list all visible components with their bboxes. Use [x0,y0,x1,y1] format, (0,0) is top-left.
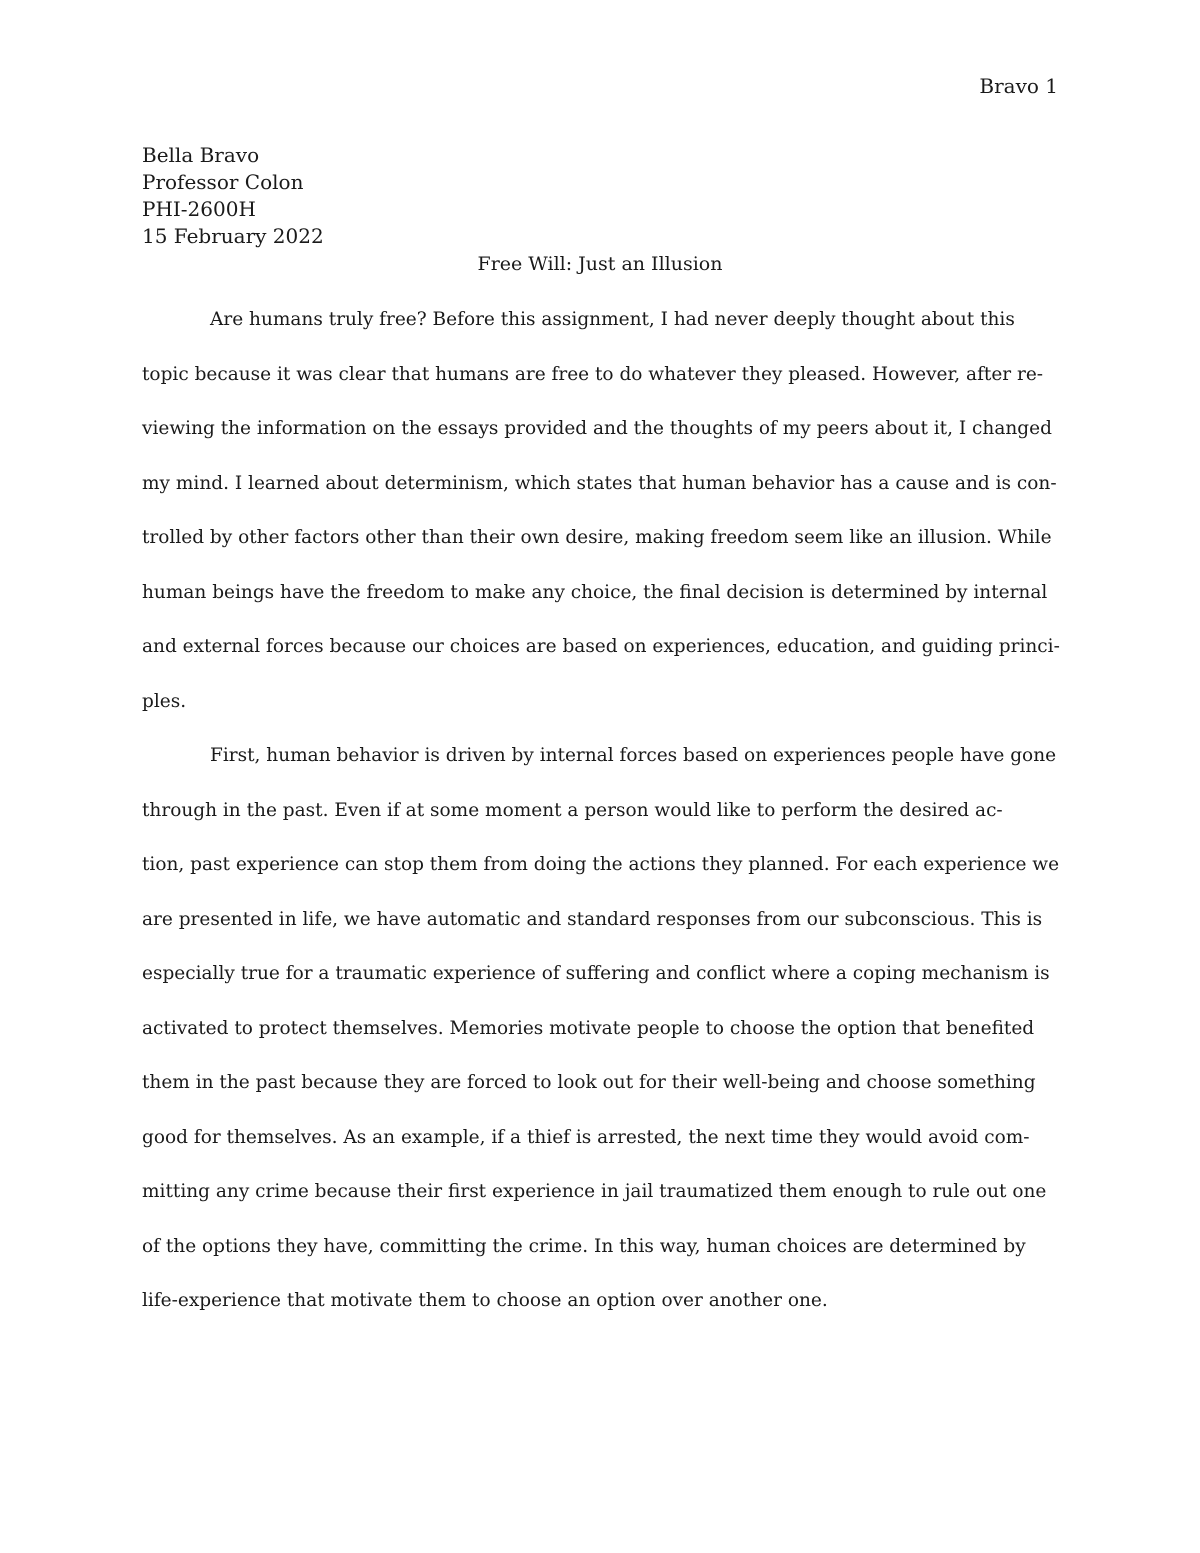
text-line: good for themselves. As an example, if a thief is arrested, the next time they would avoid com- [142,1126,1030,1148]
text-line: ples. [142,690,187,712]
running-header-page-number: Bravo 1 [979,74,1058,98]
text-line: of the options they have, committing the crime. In this way, human choices are determined by [142,1235,1026,1257]
text-line: viewing the information on the essays provided and the thoughts of my peers about it, I changed [142,418,1052,439]
text-line: First, human behavior is driven by internal forces based on experiences people have gone [210,745,1057,766]
text-line: and external forces because our choices are based on experiences, education, and guiding princi- [142,636,1060,657]
text-line: mitting any crime because their first experience in jail traumatized them enough to rule out one [142,1181,1047,1202]
course-code: PHI-2600H [142,197,256,221]
text-line: life-experience that motivate them to choose an option over another one. [142,1290,828,1311]
text-line: my mind. I learned about determinism, which states that human behavior has a cause and is con- [142,472,1057,494]
text-line: through in the past. Even if at some moment a person would like to perform the desired ac- [142,799,1003,821]
essay-body [142,304,1058,1340]
text-line: human beings have the freedom to make any choice, the final decision is determined by internal [142,581,1048,603]
paragraph-internal-forces [142,740,1058,1340]
mla-heading [142,142,324,250]
text-line: activated to protect themselves. Memories motivate people to choose the option that benefited [142,1017,1035,1039]
text-line: topic because it was clear that humans are free to do whatever they pleased. However, after re- [142,363,1044,385]
text-line: tion, past experience can stop them from doing the actions they planned. For each experience we [142,854,1060,875]
essay-title: Free Will: Just an Illusion [477,253,723,275]
instructor-name: Professor Colon [142,170,304,194]
text-line: them in the past because they are forced to look out for their well-being and choose something [142,1072,1036,1093]
text-line: especially true for a traumatic experience of suffering and conflict where a coping mechanism is [142,963,1050,984]
text-line: are presented in life, we have automatic and standard responses from our subconscious. This is [142,908,1043,930]
author-name: Bella Bravo [142,143,260,167]
text-line: Are humans truly free? Before this assignment, I had never deeply thought about this [210,309,1015,330]
text-line: trolled by other factors other than their own desire, making freedom seem like an illusion. While [142,527,1052,548]
submission-date: 15 February 2022 [142,224,324,248]
paragraph-introduction [142,304,1058,740]
